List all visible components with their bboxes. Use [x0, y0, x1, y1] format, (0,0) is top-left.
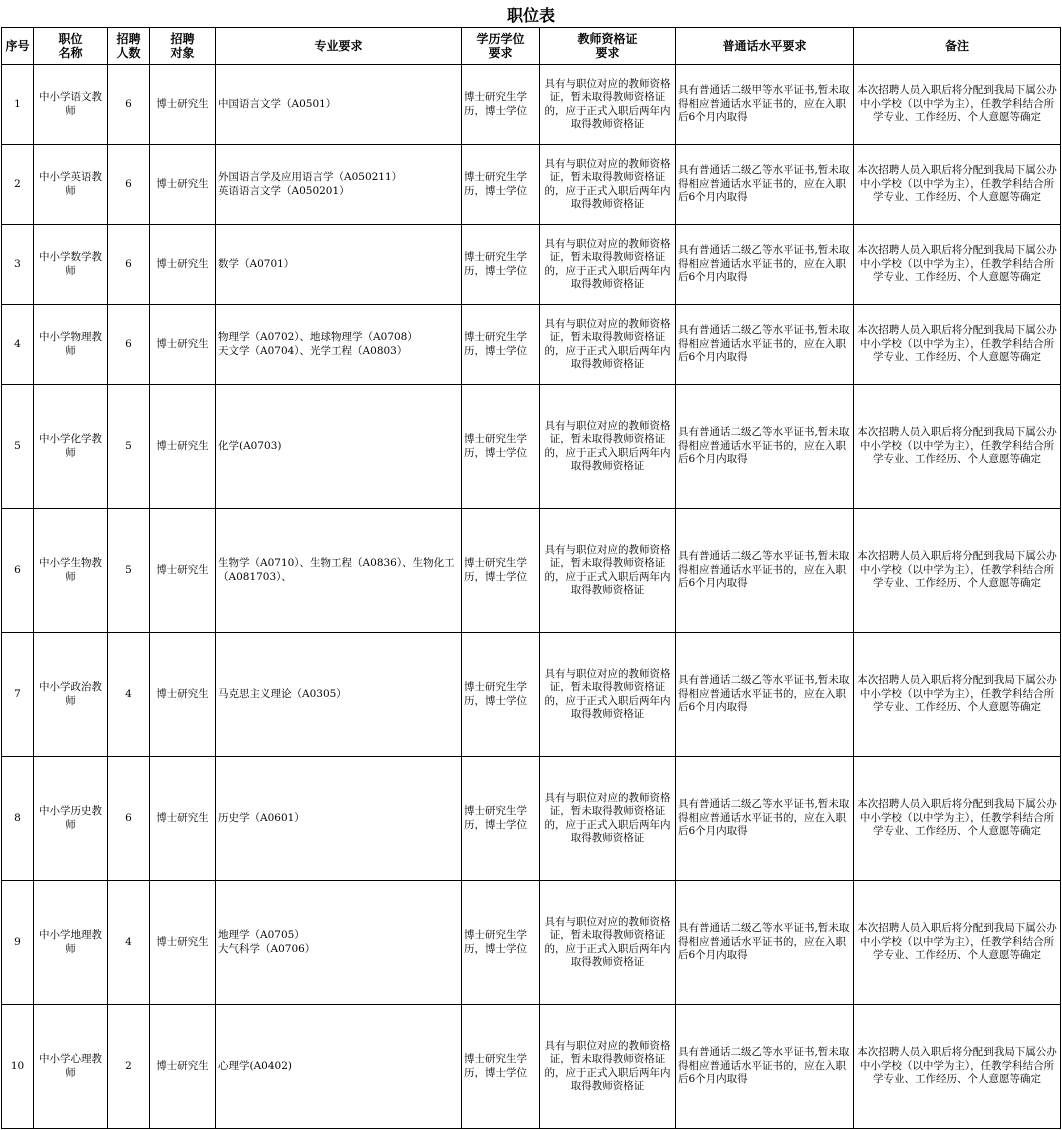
cell-putonghua: 具有普通话二级乙等水平证书,暂未取得相应普通话水平证书的，应在入职后6个月内取得 [676, 385, 854, 509]
cell-target: 博士研究生 [150, 145, 216, 225]
cell-note: 本次招聘人员入职后将分配到我局下属公办中小学校（以中学为主），任教学科结合所学专业、工作经历、个人意愿等确定 [854, 1005, 1061, 1129]
cell-position: 中小学数学教师 [34, 225, 108, 305]
cell-index: 9 [2, 881, 34, 1005]
header-index: 序号 [2, 28, 34, 65]
cell-count: 2 [108, 1005, 150, 1129]
cell-position: 中小学心理教师 [34, 1005, 108, 1129]
cell-major [216, 1005, 462, 1129]
cell-index: 3 [2, 225, 34, 305]
cell-degree: 博士研究生学历，博士学位 [462, 1005, 540, 1129]
cell-putonghua: 具有普通话二级甲等水平证书,暂未取得相应普通话水平证书的，应在入职后6个月内取得 [676, 65, 854, 145]
header-position: 职位 名称 [34, 28, 108, 65]
cell-note: 本次招聘人员入职后将分配到我局下属公办中小学校（以中学为主），任教学科结合所学专业、工作经历、个人意愿等确定 [854, 509, 1061, 633]
table-row [2, 1005, 1061, 1129]
cell-position: 中小学英语教师 [34, 145, 108, 225]
cell-count: 6 [108, 65, 150, 145]
cell-position: 中小学化学教师 [34, 385, 108, 509]
cell-index: 5 [2, 385, 34, 509]
major-line: 地理学（A0705） [218, 929, 305, 941]
cell-cert: 具有与职位对应的教师资格证，暂未取得教师资格证的，应于正式入职后两年内取得教师资格证 [540, 385, 676, 509]
cell-index: 6 [2, 509, 34, 633]
cell-count: 4 [108, 881, 150, 1005]
cell-note: 本次招聘人员入职后将分配到我局下属公办中小学校（以中学为主），任教学科结合所学专业、工作经历、个人意愿等确定 [854, 225, 1061, 305]
cell-index: 8 [2, 757, 34, 881]
major-line: 物理学（A0702）、地球物理学（A0708） [218, 331, 418, 343]
cell-count: 4 [108, 633, 150, 757]
cell-putonghua: 具有普通话二级乙等水平证书,暂未取得相应普通话水平证书的，应在入职后6个月内取得 [676, 509, 854, 633]
cell-degree: 博士研究生学历，博士学位 [462, 881, 540, 1005]
table-row [2, 757, 1061, 881]
cell-degree: 博士研究生学历，博士学位 [462, 633, 540, 757]
major-line: 历史学（A0601） [218, 811, 305, 824]
cell-note: 本次招聘人员入职后将分配到我局下属公办中小学校（以中学为主），任教学科结合所学专业、工作经历、个人意愿等确定 [854, 881, 1061, 1005]
cell-target: 博士研究生 [150, 385, 216, 509]
major-line: 天文学（A0704）、光学工程（A0803） [218, 344, 408, 357]
cell-major [216, 65, 462, 145]
table-row [2, 509, 1061, 633]
cell-note: 本次招聘人员入职后将分配到我局下属公办中小学校（以中学为主），任教学科结合所学专业、工作经历、个人意愿等确定 [854, 633, 1061, 757]
cell-major [216, 145, 462, 225]
cell-count: 6 [108, 225, 150, 305]
major-line: 中国语言文学（A0501） [218, 97, 337, 110]
cell-index: 2 [2, 145, 34, 225]
cell-target: 博士研究生 [150, 633, 216, 757]
cell-degree: 博士研究生学历，博士学位 [462, 757, 540, 881]
cell-putonghua: 具有普通话二级乙等水平证书,暂未取得相应普通话水平证书的，应在入职后6个月内取得 [676, 1005, 854, 1129]
cell-degree: 博士研究生学历，博士学位 [462, 225, 540, 305]
cell-major [216, 385, 462, 509]
header-cert: 教师资格证 要求 [540, 28, 676, 65]
table-row [2, 145, 1061, 225]
table-row [2, 385, 1061, 509]
cell-major [216, 881, 462, 1005]
cell-target: 博士研究生 [150, 757, 216, 881]
cell-position: 中小学语文教师 [34, 65, 108, 145]
cell-degree: 博士研究生学历，博士学位 [462, 509, 540, 633]
cell-cert: 具有与职位对应的教师资格证，暂未取得教师资格证的，应于正式入职后两年内取得教师资格证 [540, 305, 676, 385]
major-line: 数学（A0701） [218, 257, 295, 270]
table-row [2, 633, 1061, 757]
cell-index: 10 [2, 1005, 34, 1129]
major-line: 外国语言学及应用语言学（A050211） [218, 171, 403, 183]
header-major: 专业要求 [216, 28, 462, 65]
cell-degree: 博士研究生学历，博士学位 [462, 145, 540, 225]
cell-putonghua: 具有普通话二级乙等水平证书,暂未取得相应普通话水平证书的，应在入职后6个月内取得 [676, 305, 854, 385]
cell-putonghua: 具有普通话二级乙等水平证书,暂未取得相应普通话水平证书的，应在入职后6个月内取得 [676, 633, 854, 757]
major-line: 马克思主义理论（A0305） [218, 687, 347, 700]
cell-cert: 具有与职位对应的教师资格证，暂未取得教师资格证的，应于正式入职后两年内取得教师资格证 [540, 145, 676, 225]
cell-position: 中小学生物教师 [34, 509, 108, 633]
cell-cert: 具有与职位对应的教师资格证，暂未取得教师资格证的，应于正式入职后两年内取得教师资格证 [540, 65, 676, 145]
cell-target: 博士研究生 [150, 1005, 216, 1129]
header-putonghua: 普通话水平要求 [676, 28, 854, 65]
cell-note: 本次招聘人员入职后将分配到我局下属公办中小学校（以中学为主），任教学科结合所学专业、工作经历、个人意愿等确定 [854, 305, 1061, 385]
cell-count: 6 [108, 145, 150, 225]
major-line: 心理学(A0402) [218, 1059, 292, 1072]
cell-count: 5 [108, 509, 150, 633]
cell-cert: 具有与职位对应的教师资格证，暂未取得教师资格证的，应于正式入职后两年内取得教师资格证 [540, 757, 676, 881]
cell-cert: 具有与职位对应的教师资格证，暂未取得教师资格证的，应于正式入职后两年内取得教师资格证 [540, 225, 676, 305]
cell-putonghua: 具有普通话二级乙等水平证书,暂未取得相应普通话水平证书的，应在入职后6个月内取得 [676, 881, 854, 1005]
cell-position: 中小学物理教师 [34, 305, 108, 385]
cell-target: 博士研究生 [150, 305, 216, 385]
cell-target: 博士研究生 [150, 65, 216, 145]
cell-putonghua: 具有普通话二级乙等水平证书,暂未取得相应普通话水平证书的，应在入职后6个月内取得 [676, 757, 854, 881]
cell-count: 5 [108, 385, 150, 509]
cell-note: 本次招聘人员入职后将分配到我局下属公办中小学校（以中学为主），任教学科结合所学专业、工作经历、个人意愿等确定 [854, 65, 1061, 145]
header-degree: 学历学位 要求 [462, 28, 540, 65]
table-row [2, 65, 1061, 145]
cell-cert: 具有与职位对应的教师资格证，暂未取得教师资格证的，应于正式入职后两年内取得教师资格证 [540, 1005, 676, 1129]
cell-cert: 具有与职位对应的教师资格证，暂未取得教师资格证的，应于正式入职后两年内取得教师资格证 [540, 633, 676, 757]
table-row [2, 881, 1061, 1005]
header-note: 备注 [854, 28, 1061, 65]
major-line: 化学(A0703) [218, 439, 282, 452]
cell-index: 1 [2, 65, 34, 145]
cell-position: 中小学政治教师 [34, 633, 108, 757]
major-line: 英语语言文学（A050201） [218, 184, 350, 197]
cell-major [216, 509, 462, 633]
cell-degree: 博士研究生学历，博士学位 [462, 385, 540, 509]
cell-major [216, 225, 462, 305]
table-body [2, 65, 1061, 1129]
cell-index: 4 [2, 305, 34, 385]
cell-note: 本次招聘人员入职后将分配到我局下属公办中小学校（以中学为主），任教学科结合所学专业、工作经历、个人意愿等确定 [854, 757, 1061, 881]
table-row [2, 225, 1061, 305]
page-title: 职位表 [506, 6, 555, 25]
cell-degree: 博士研究生学历，博士学位 [462, 65, 540, 145]
header-row [2, 28, 1061, 65]
table-row [2, 305, 1061, 385]
cell-cert: 具有与职位对应的教师资格证，暂未取得教师资格证的，应于正式入职后两年内取得教师资格证 [540, 509, 676, 633]
cell-target: 博士研究生 [150, 881, 216, 1005]
cell-major [216, 757, 462, 881]
cell-note: 本次招聘人员入职后将分配到我局下属公办中小学校（以中学为主），任教学科结合所学专业、工作经历、个人意愿等确定 [854, 145, 1061, 225]
cell-degree: 博士研究生学历，博士学位 [462, 305, 540, 385]
major-line: 生物学（A0710）、生物工程（A0836）、生物化工（A081703）、 [218, 557, 455, 583]
cell-target: 博士研究生 [150, 509, 216, 633]
position-table [1, 27, 1061, 1129]
cell-putonghua: 具有普通话二级乙等水平证书,暂未取得相应普通话水平证书的，应在入职后6个月内取得 [676, 225, 854, 305]
cell-position: 中小学历史教师 [34, 757, 108, 881]
cell-target: 博士研究生 [150, 225, 216, 305]
cell-position: 中小学地理教师 [34, 881, 108, 1005]
cell-major [216, 305, 462, 385]
cell-count: 6 [108, 305, 150, 385]
cell-cert: 具有与职位对应的教师资格证，暂未取得教师资格证的，应于正式入职后两年内取得教师资格证 [540, 881, 676, 1005]
cell-index: 7 [2, 633, 34, 757]
header-count: 招聘 人数 [108, 28, 150, 65]
cell-putonghua: 具有普通话二级乙等水平证书,暂未取得相应普通话水平证书的，应在入职后6个月内取得 [676, 145, 854, 225]
cell-note: 本次招聘人员入职后将分配到我局下属公办中小学校（以中学为主），任教学科结合所学专业、工作经历、个人意愿等确定 [854, 385, 1061, 509]
cell-major [216, 633, 462, 757]
header-target: 招聘 对象 [150, 28, 216, 65]
major-line: 大气科学（A0706） [218, 942, 316, 955]
cell-count: 6 [108, 757, 150, 881]
